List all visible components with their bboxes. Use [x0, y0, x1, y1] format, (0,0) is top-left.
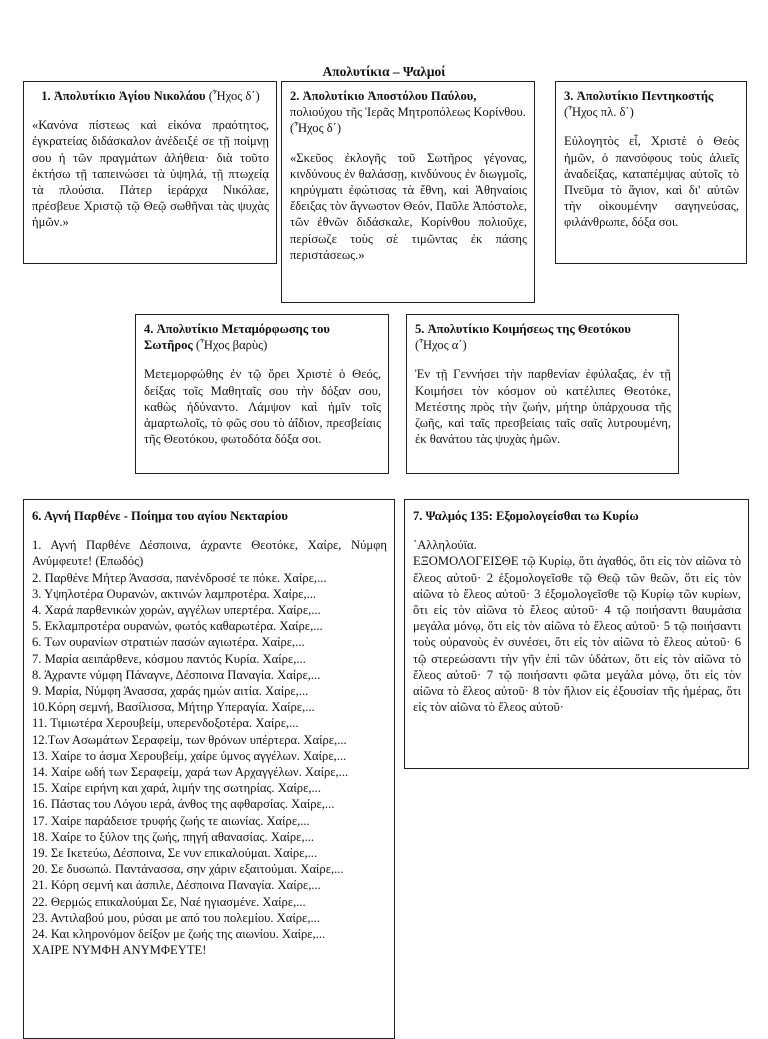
- verse-line: 14. Χαίρε ωδή των Σεραφείμ, χαρά των Αρχαγγέλων. Χαίρε,...: [32, 765, 349, 780]
- hymn-box-transfiguration: [135, 314, 389, 474]
- hymn-box-dormition: [406, 314, 679, 474]
- verse-line: 11. Τιμιωτέρα Χερουβείμ, υπερενδοξοτέρα. Χαίρε,...: [32, 716, 299, 731]
- alleluia-line: ᾿Αλληλούϊα.: [413, 538, 477, 553]
- verse-line: 24. Και κληρονόμον δείξον με ζωής της αιωνίου. Χαίρε,...: [32, 927, 326, 942]
- hymn-text: «Κανόνα πίστεως καὶ εἰκόνα πραότητος, ἐγκρατείας διδάσκαλον ἀνέδειξέ σε τῇ ποίμνῃ σου ἡ τῶν πραγμάτων ἀλήθεια· διὰ τοῦτο ἐκτήσω τῇ ταπεινώσει τὰ ὑψηλά, τῇ πτωχείᾳ τὰ πλούσια. Πάτερ ἱεράρχα Νικόλαε, πρέσβευε Χριστῷ τῷ Θεῷ σωθῆναι τὰς ψυχὰς ἡμῶν.»: [32, 118, 269, 230]
- verse-line: 5. Εκλαμπροτέρα ουρανών, φωτός καθαρωτέρα. Χαίρε,...: [32, 619, 323, 634]
- box-title: [144, 321, 381, 353]
- tone-label: (Ἦχος πλ. δ΄): [564, 105, 634, 120]
- verse-line: 18. Χαίρε το ξύλον της ζωής, πηγή αθανασίας. Χαίρε,...: [32, 829, 315, 844]
- verse-line: ΧΑΙΡΕ ΝΥΜΦΗ ΑΝΥΜΦΕΥΤΕ!: [32, 943, 207, 958]
- tone-label: (Ἦχος δ΄): [208, 89, 260, 103]
- verse-line: 6. Των ουρανίων στρατιών πασών αγιωτέρα. Χαίρε,...: [32, 635, 305, 650]
- psalm-box-135: [404, 499, 749, 769]
- hymn-box-pentecost: [555, 81, 747, 264]
- title-text: 1. Ἀπολυτίκιο Ἁγίου Νικολάου: [41, 89, 206, 103]
- verse-line: 21. Κόρη σεμνή και άσπιλε, Δέσποινα Παναγία. Χαίρε,...: [32, 878, 321, 893]
- hymn-box-agni-parthene: [23, 499, 395, 1039]
- tone-label: (Ἦχος βαρὺς): [195, 338, 268, 353]
- verse-line: 16. Πάστας του Λόγου ιερά, άνθος της αφθαρσίας. Χαίρε,...: [32, 797, 335, 812]
- verse-line: 22. Θερμώς επικαλούμαι Σε, Ναέ ηγιασμένε. Χαίρε,...: [32, 894, 306, 909]
- box-title: 6. Αγνή Παρθένε - Ποίημα του αγίου Νεκταρίου: [32, 509, 288, 523]
- verse-line: 12.Των Ασωμάτων Σεραφείμ, των θρόνων υπέρτερα. Χαίρε,...: [32, 732, 347, 747]
- verse-line: 17. Χαίρε παράδεισε τρυφής ζωής τε αιωνίας. Χαίρε,...: [32, 813, 310, 828]
- box-title: [32, 88, 269, 104]
- verse-line: 15. Χαίρε ειρήνη και χαρά, λιμήν της σωτηρίας. Χαίρε,...: [32, 781, 321, 796]
- hymn-text: Ἐν τῇ Γεννήσει τὴν παρθενίαν ἐφύλαξας, ἐν τῇ Κοιμήσει τὸν κόσμον οὐ κατέλιπες Θεοτόκε, Μετέστης πρὸς τὴν ζωήν, μήτηρ ὑπάρχουσα τῆς ζωῆς, καὶ ταῖς πρεσβείαις ταῖς σαῖς λυτρουμένη, ἐκ θανάτου τὰς ψυχὰς ἡμῶν.: [415, 367, 671, 447]
- verse-line: 7. Μαρία αειπάρθενε, κόσμου παντός Κυρία. Χαίρε,...: [32, 651, 306, 666]
- box-title: 5. Ἀπολυτίκιο Κοιμήσεως της Θεοτόκου: [415, 322, 631, 336]
- verse-line: 2. Παρθένε Μήτερ Άνασσα, πανένδροσέ τε πόκε. Χαίρε,...: [32, 570, 327, 585]
- box-title: 3. Ἀπολυτίκιο Πεντηκοστής: [564, 89, 714, 103]
- psalm-text: ΕΞΟΜΟΛΟΓΕΙΣΘΕ τῷ Κυρίῳ, ὅτι ἀγαθός, ὅτι εἰς τὸν αἰῶνα τὸ ἔλεος αὐτοῦ· 2 ἐξομολογεῖσθε τῷ Θεῷ τῶν θεῶν, ὅτι εἰς τὸν αἰῶνα τὸ ἔλεος αὐτοῦ· 3 ἐξομολογεῖσθε τῷ Κυρίῳ τῶν κυρίων, ὅτι εἰς τὸν αἰῶνα τὸ ἔλεος αὐτοῦ· 4 τῷ ποιήσαντι θαυμάσια μεγάλα μόνῳ, ὅτι εἰς τὸν αἰῶνα τὸ ἔλεος αὐτοῦ· 5 τῷ ποιήσαντι τοὺς οὐρανοὺς ἐν συνέσει, ὅτι εἰς τὸν αἰῶνα τὸ ἔλεος αὐτοῦ· 6 τῷ στερεώσαντι τὴν γῆν ἐπὶ τῶν ὑδάτων, ὅτι εἰς τὸν αἰῶνα τὸ ἔλεος αὐτοῦ· 7 τῷ ποιήσαντι φῶτα μεγάλα μόνῳ, ὅτι εἰς τὸν αἰῶνα τὸ ἔλεος αὐτοῦ· 8 τὸν ἥλιον εἰς ἐξουσίαν τῆς ἡμέρας, ὅτι εἰς τὸν αἰῶνα τὸ ἔλεος αὐτοῦ·: [413, 554, 741, 715]
- box-title: 7. Ψαλμός 135: Εξομολογείσθαι τω Κυρίω: [413, 509, 639, 523]
- verse-line: 19. Σε Ικετεύω, Δέσποινα, Σε νυν επικαλούμαι. Χαίρε,...: [32, 846, 318, 861]
- verse-line: 1. Αγνή Παρθένε Δέσποινα, άχραντε Θεοτόκε, Χαίρε, Νύμφη Ανύμφευτε! (Επωδός): [32, 538, 387, 569]
- verse-line: 3. Υψηλοτέρα Ουρανών, ακτινών λαμπροτέρα. Χαίρε,...: [32, 586, 317, 601]
- verse-line: 10.Κόρη σεμνή, Βασίλισσα, Μήτηρ Υπεραγία. Χαίρε,...: [32, 700, 315, 715]
- hymn-text: Εὐλογητὸς εἶ, Χριστὲ ὁ Θεὸς ἡμῶν, ὁ πανσόφους τοὺς ἁλιεῖς ἀναδείξας, καταπέμψας αὐτοῖς τὸ Πνεῦμα τὸ ἅγιον, καὶ δι' αὐτῶν τὴν οἰκουμένην σαγηνεύσας, φιλάνθρωπε, δόξα σοι.: [564, 134, 739, 230]
- tone-label: (Ἦχος α΄): [415, 338, 467, 353]
- box-title: 2. Ἀπολυτίκιο Ἀποστόλου Παύλου,: [290, 89, 477, 103]
- box-subtitle: πολιούχου τῆς Ἱερᾶς Μητροπόλεως Κορίνθου. (Ἦχος δ΄): [290, 105, 526, 136]
- hymn-box-st-nicholas: [23, 81, 277, 264]
- verse-line: 4. Χαρά παρθενικών χορών, αγγέλων υπερτέρα. Χαίρε,...: [32, 603, 321, 618]
- verse-line: 20. Σε δυσωπώ. Παντάνασσα, σην χάριν εξαιτούμαι. Χαίρε,...: [32, 862, 344, 877]
- page-title: Απολυτίκια – Ψαλμοί: [322, 64, 446, 79]
- verse-list: [32, 537, 387, 958]
- title-text: 4. Ἀπολυτίκιο Μεταμόρφωσης του Σωτῆρος: [144, 322, 330, 353]
- hymn-box-apostle-paul: [281, 81, 535, 303]
- verse-line: 8. Άχραντε νύμφη Πάναγνε, Δέσποινα Παναγία. Χαίρε,...: [32, 667, 321, 682]
- hymn-text: Μετεμορφώθης ἐν τῷ ὄρει Χριστὲ ὁ Θεός, δείξας τοῖς Μαθηταῖς σου τὴν δόξαν σου, καθὼς ἠδύναντο. Λάμψον καὶ ἡμῖν τοῖς ἁμαρτωλοῖς, τὸ φῶς σου τὸ ἀΐδιον, πρεσβείαις τῆς Θεοτόκου, φωτοδότα δόξα σοι.: [144, 367, 381, 447]
- verse-line: 13. Χαίρε το άσμα Χερουβείμ, χαίρε ύμνος αγγέλων. Χαίρε,...: [32, 748, 347, 763]
- verse-line: 9. Μαρία, Νύμφη Άνασσα, χαράς ημών αιτία. Χαίρε,...: [32, 684, 309, 699]
- verse-line: 23. Αντιλαβού μου, ρύσαι με από του πολεμίου. Χαίρε,...: [32, 910, 320, 925]
- hymn-text: «Σκεῦος ἐκλογῆς τοῦ Σωτῆρος γέγονας, κινδύνους ἐν θαλάσσῃ, κινδύνους ἐν διωγμοῖς, κηρύγματι ἐφώτισας τὰ ἔθνη, καὶ Ἀθηναίοις ἔδειξας τὸν ἄγνωστον Θεόν, Παῦλε Ἀπόστολε, τῶν ἐθνῶν διδάσκαλε, Κορίνθου πολιοῦχε, περίσωζε τοὺς σὲ τιμῶντας ἐκ πάσης περιστάσεως.»: [290, 150, 527, 262]
